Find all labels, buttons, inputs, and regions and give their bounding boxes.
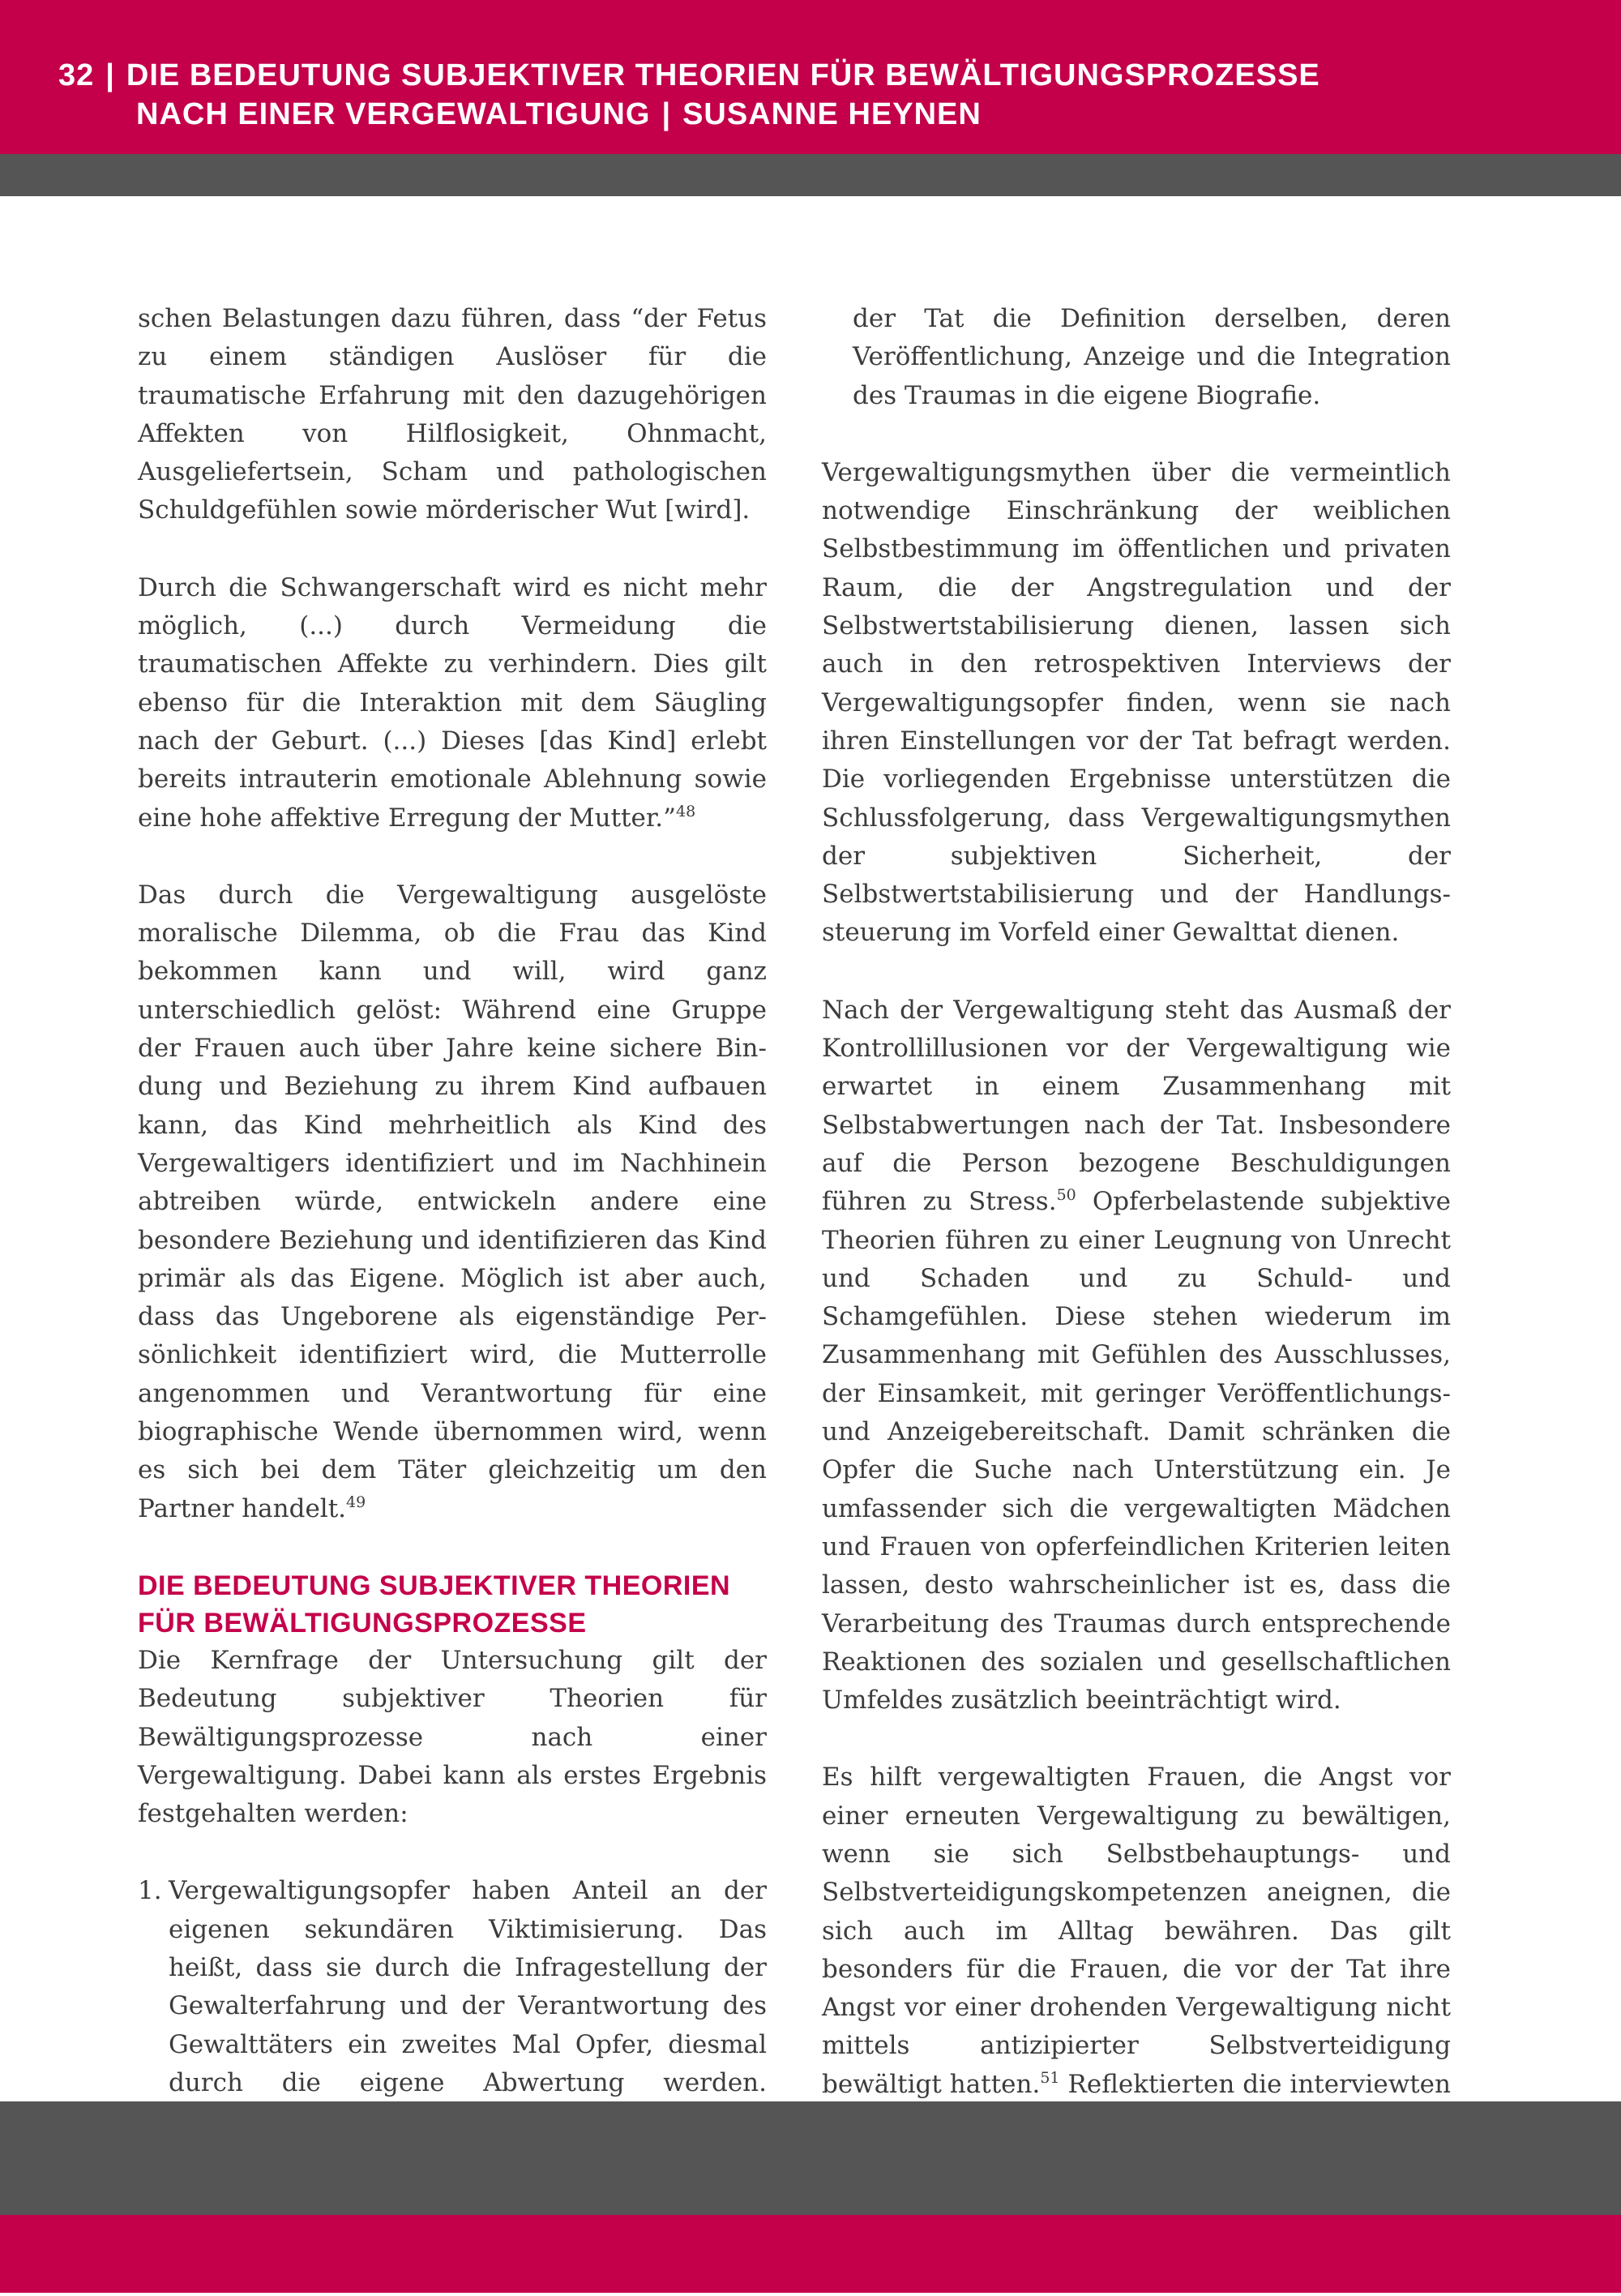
list-item-text: Vergewaltigungsopfer haben Anteil an der eigenen sekundären Viktimisierung. Das heißt, dass sie durch die Infragestellung der Gewalterfahrung und der Verantwortung des Gewalttäters ein zweites Mal Opfer, diesmal durch die eigene Abwertung werden. xyxy=(169,1876,767,2097)
footnote-ref-48: 48 xyxy=(675,802,696,820)
header-line-2 xyxy=(136,97,982,132)
left-paragraph-1: schen Belastungen dazu führen, dass “der Fetus zu einem ständigen Auslöser für die traumatische Erfahrung mit den dazugehörigen Affekten von Hilflosigkeit, Ohnmacht, Ausgeliefertsein, Scham und pathologischen Schuldgefühlen sowie mörderischer Wut [wird]. xyxy=(138,304,767,525)
footer-gray-band xyxy=(0,2101,1621,2215)
left-column xyxy=(138,300,767,2255)
header-title-line-1: DIE BEDEUTUNG SUBJEKTIVER THEORIEN FÜR BEWÄLTIGUNGSPROZESSE xyxy=(126,58,1320,92)
right-paragraph-2 xyxy=(822,992,1451,1720)
header-author: SUSANNE HEYNEN xyxy=(682,97,982,131)
header-line-1 xyxy=(58,58,1320,93)
left-paragraph-2-text: Durch die Schwangerschaft wird es nicht mehr möglich, (...) durch Vermeidung die traumatischen Affekte zu verhindern. Dies gilt ebenso für die Interaktion mit dem Säugling nach der Geburt. (...) Dieses [das Kind] erlebt bereits intrauterin emotionale Ablehnung sowie eine hohe affektive Erregung der Mutter.” xyxy=(138,572,767,833)
right-column xyxy=(822,300,1451,2296)
header-gray-band xyxy=(0,154,1621,196)
right-paragraph-3-text-a: Es hilft vergewaltigten Frauen, die Angst vor einer erneuten Vergewaltigung zu bewältigen, wenn sie sich Selbstbehauptungs- und Selbstverteidigungskompetenzen aneignen, die sich auch im Alltag bewähren. Das gilt besonders für die Frauen, die vor der Tat ihre Angst vor einer drohenden Vergewaltigung nicht mittels antizipierter Selbstverteidigung bewältigt hatten. xyxy=(822,1763,1451,2099)
page-header xyxy=(0,0,1621,154)
list-item-number: 1. xyxy=(138,1876,162,1906)
header-separator: | xyxy=(105,58,115,92)
page-number: 32 xyxy=(58,58,95,92)
left-paragraph-2 xyxy=(138,569,767,837)
right-paragraph-1: Vergewaltigungsmythen über die vermeintlich notwendige Einschränkung der weiblichen Selbstbestimmung im öffentlichen und privaten Raum, die der Angstregulation und der Selbstwertstabilisierung dienen, lassen sich auch in den retrospektiven Interviews der Vergewaltigungsopfer finden, wenn sie nach ihren Einstellungen vor der Tat befragt werden. Die vorliegenden Ergebnisse unterstützen die Schlussfolgerung, dass Vergewaltigungsmythen der subjektiven Sicherheit, der Selbstwertstabilisierung und der Handlungssteuerung im Vorfeld einer Gewalttat dienen. xyxy=(822,457,1451,948)
footnote-ref-51: 51 xyxy=(1040,2068,1060,2087)
header-separator-2: | xyxy=(661,97,672,131)
list-item-continuation: der Tat die Definition derselben, deren Veröffentlichung, Anzeige und die Integration des Traumas in die eigene Biografie. xyxy=(853,304,1451,410)
right-paragraph-2-text-a: Nach der Vergewaltigung steht das Ausmaß der Kontrollillusionen vor der Vergewaltigung wie erwartet in einem Zusammenhang mit Selbstabwertungen nach der Tat. Insbesondere auf die Person bezogene Beschuldigungen führen zu Stress. xyxy=(822,995,1451,1217)
header-title-line-2: NACH EINER VERGEWALTIGUNG xyxy=(136,97,651,131)
left-paragraph-3 xyxy=(138,876,767,1528)
right-paragraph-3-text-b: Reflektierten die interviewten xyxy=(1067,2069,1451,2099)
footnote-ref-49: 49 xyxy=(346,1493,366,1511)
right-paragraph-2-text-b: Opferbelastende subjektive Theorien führen zu einer Leugnung von Unrecht und Schaden und zu Schuld- und Schamgefühlen. Diese stehen wiederum im Zusammenhang mit Gefühlen des Ausschlusses, der Einsamkeit, mit geringer Veröffentlichungs- und Anzeigebereitschaft. Damit schränken die Opfer die Suche nach Unterstützung ein. Je umfassender sich die vergewaltigten Mädchen und Frauen von opferfeindlichen Kriterien leiten lassen, desto wahrscheinlicher ist es, dass die Verarbeitung des Traumas durch entsprechende Reaktionen des sozialen und gesellschaftlichen Umfeldes zusätzlich beeinträchtigt wird. xyxy=(822,1187,1451,1716)
section-heading: DIE BEDEUTUNG SUBJEKTIVER THEORIEN FÜR BEWÄLTIGUNGSPROZESSE xyxy=(138,1570,731,1638)
footnote-ref-50: 50 xyxy=(1056,1186,1076,1205)
footer-red-band xyxy=(0,2215,1621,2293)
left-paragraph-4: Die Kernfrage der Untersuchung gilt der Bedeutung subjektiver Theorien für Bewältigungsprozesse nach einer Vergewaltigung. Dabei kann als erstes Ergebnis festgehalten werden: xyxy=(138,1645,767,1829)
left-paragraph-3-text: Das durch die Vergewaltigung ausgelöste moralische Dilemma, ob die Frau das Kind bekommen kann und will, wird ganz unterschiedlich gelöst: Während eine Gruppe der Frauen auch über Jahre keine sichere Bindung und Beziehung zu ihrem Kind aufbauen kann, das Kind mehrheitlich als Kind des Vergewaltigers identifiziert und im Nachhinein abtreiben würde, entwickeln andere eine besondere Beziehung und identifizieren das Kind primär als das Eigene. Möglich ist aber auch, dass das Ungeborene als eigenständige Persönlichkeit identifiziert wird, die Mutterrolle angenommen und Verantwortung für eine biographische Wende übernommen wird, wenn es sich bei dem Täter gleichzeitig um den Partner handelt. xyxy=(138,880,767,1523)
